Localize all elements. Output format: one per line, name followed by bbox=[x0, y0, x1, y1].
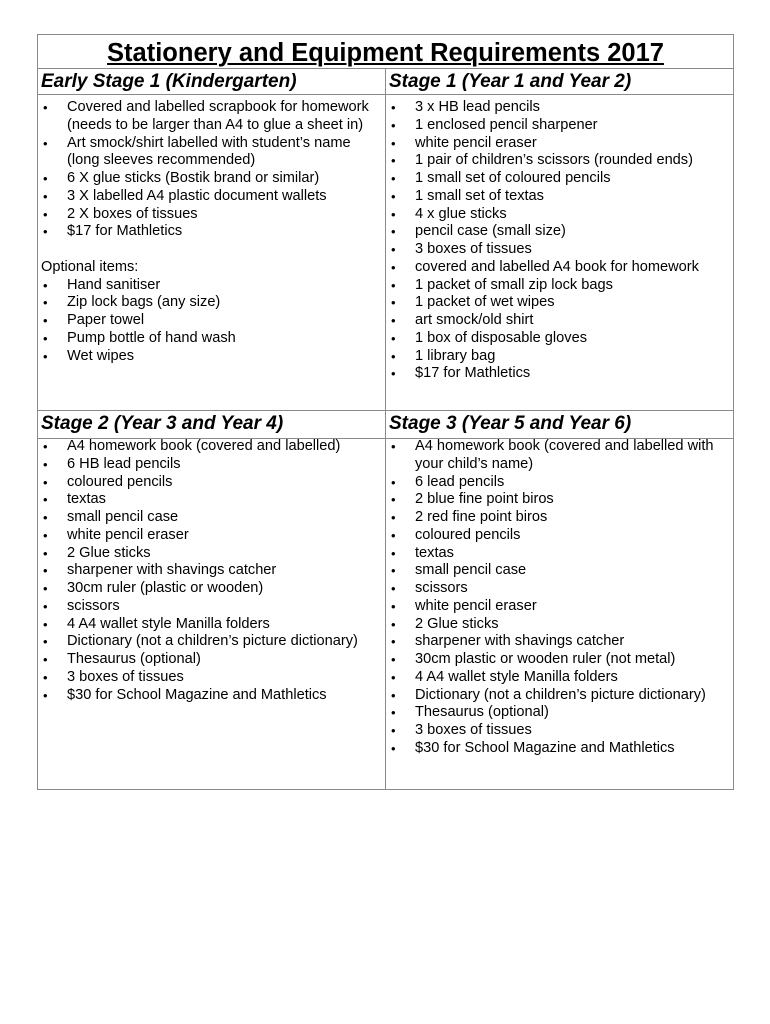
list-item: • covered and labelled A4 book for homework bbox=[386, 259, 734, 277]
optional-items-heading: Optional items: bbox=[41, 258, 139, 275]
list-item: • 2 X boxes of tissues bbox=[38, 206, 385, 224]
list-item: • 4 x glue sticks bbox=[386, 206, 734, 224]
item-list bbox=[386, 96, 734, 383]
list-item: • Dictionary (not a children’s picture dictionary) bbox=[38, 633, 385, 651]
requirements-table bbox=[37, 34, 734, 790]
list-item: • 6 lead pencils bbox=[386, 474, 734, 492]
list-item: • 1 small set of coloured pencils bbox=[386, 170, 734, 188]
list-item: • $17 for Mathletics bbox=[38, 223, 385, 241]
list-item: • scissors bbox=[386, 580, 734, 598]
list-item: • Wet wipes bbox=[38, 348, 385, 366]
section-early-stage-1 bbox=[38, 68, 385, 365]
list-item: • Art smock/shirt labelled with student’s name (long sleeves recommended) bbox=[38, 135, 385, 171]
list-item: • A4 homework book (covered and labelled) bbox=[38, 438, 385, 456]
list-item: • white pencil eraser bbox=[386, 135, 734, 153]
list-item: • pencil case (small size) bbox=[386, 223, 734, 241]
list-item: • 2 Glue sticks bbox=[38, 545, 385, 563]
list-item: • white pencil eraser bbox=[38, 527, 385, 545]
list-item: • Paper towel bbox=[38, 312, 385, 330]
list-item: • $30 for School Magazine and Mathletics bbox=[38, 687, 385, 705]
list-item: • 4 A4 wallet style Manilla folders bbox=[386, 669, 734, 687]
list-item: • Covered and labelled scrapbook for homework (needs to be larger than A4 to glue a sheet in) bbox=[38, 99, 385, 135]
section-stage-2 bbox=[38, 410, 385, 704]
list-item: • 3 boxes of tissues bbox=[38, 669, 385, 687]
list-item: • Thesaurus (optional) bbox=[386, 704, 734, 722]
list-item: • sharpener with shavings catcher bbox=[38, 562, 385, 580]
list-item: • 1 library bag bbox=[386, 348, 734, 366]
list-item: • Zip lock bags (any size) bbox=[38, 294, 385, 312]
list-item: • 2 blue fine point biros bbox=[386, 491, 734, 509]
list-item: • coloured pencils bbox=[386, 527, 734, 545]
list-item: • Thesaurus (optional) bbox=[38, 651, 385, 669]
list-item: • small pencil case bbox=[386, 562, 734, 580]
list-item: • sharpener with shavings catcher bbox=[386, 633, 734, 651]
list-item: • textas bbox=[38, 491, 385, 509]
list-item: • 1 small set of textas bbox=[386, 188, 734, 206]
section-heading: Stage 1 (Year 1 and Year 2) bbox=[389, 71, 632, 92]
document-title: Stationery and Equipment Requirements 2017 bbox=[107, 39, 664, 67]
list-item: • 6 HB lead pencils bbox=[38, 456, 385, 474]
list-item: • 1 enclosed pencil sharpener bbox=[386, 117, 734, 135]
list-item: • 1 box of disposable gloves bbox=[386, 330, 734, 348]
list-item: • $30 for School Magazine and Mathletics bbox=[386, 740, 734, 758]
list-item: • 3 x HB lead pencils bbox=[386, 99, 734, 117]
list-item: • coloured pencils bbox=[38, 474, 385, 492]
list-item: • 3 X labelled A4 plastic document wallets bbox=[38, 188, 385, 206]
list-item: • 1 packet of wet wipes bbox=[386, 294, 734, 312]
list-item: • 30cm plastic or wooden ruler (not metal) bbox=[386, 651, 734, 669]
optional-item-list bbox=[38, 277, 385, 366]
section-heading: Early Stage 1 (Kindergarten) bbox=[41, 71, 297, 92]
list-item: • small pencil case bbox=[38, 509, 385, 527]
list-item: • 2 red fine point biros bbox=[386, 509, 734, 527]
list-item: • 4 A4 wallet style Manilla folders bbox=[38, 616, 385, 634]
list-item: • 2 Glue sticks bbox=[386, 616, 734, 634]
list-item: • Pump bottle of hand wash bbox=[38, 330, 385, 348]
section-heading: Stage 3 (Year 5 and Year 6) bbox=[389, 413, 632, 434]
section-heading: Stage 2 (Year 3 and Year 4) bbox=[41, 413, 284, 434]
list-item: • white pencil eraser bbox=[386, 598, 734, 616]
list-item: • textas bbox=[386, 545, 734, 563]
item-list bbox=[38, 96, 385, 241]
section-stage-3 bbox=[386, 410, 734, 758]
list-item: • $17 for Mathletics bbox=[386, 365, 734, 383]
list-item: • 3 boxes of tissues bbox=[386, 241, 734, 259]
item-list bbox=[386, 438, 734, 758]
list-item: • 3 boxes of tissues bbox=[386, 722, 734, 740]
list-item: • A4 homework book (covered and labelled with your child’s name) bbox=[386, 438, 734, 474]
list-item: • art smock/old shirt bbox=[386, 312, 734, 330]
list-item: • 30cm ruler (plastic or wooden) bbox=[38, 580, 385, 598]
list-item: • 1 pair of children’s scissors (rounded ends) bbox=[386, 152, 734, 170]
list-item: • scissors bbox=[38, 598, 385, 616]
list-item: • Hand sanitiser bbox=[38, 277, 385, 295]
list-item: • 1 packet of small zip lock bags bbox=[386, 277, 734, 295]
list-item: • Dictionary (not a children’s picture dictionary) bbox=[386, 687, 734, 705]
item-list bbox=[38, 438, 385, 704]
list-item: • 6 X glue sticks (Bostik brand or similar) bbox=[38, 170, 385, 188]
section-stage-1 bbox=[386, 68, 734, 383]
